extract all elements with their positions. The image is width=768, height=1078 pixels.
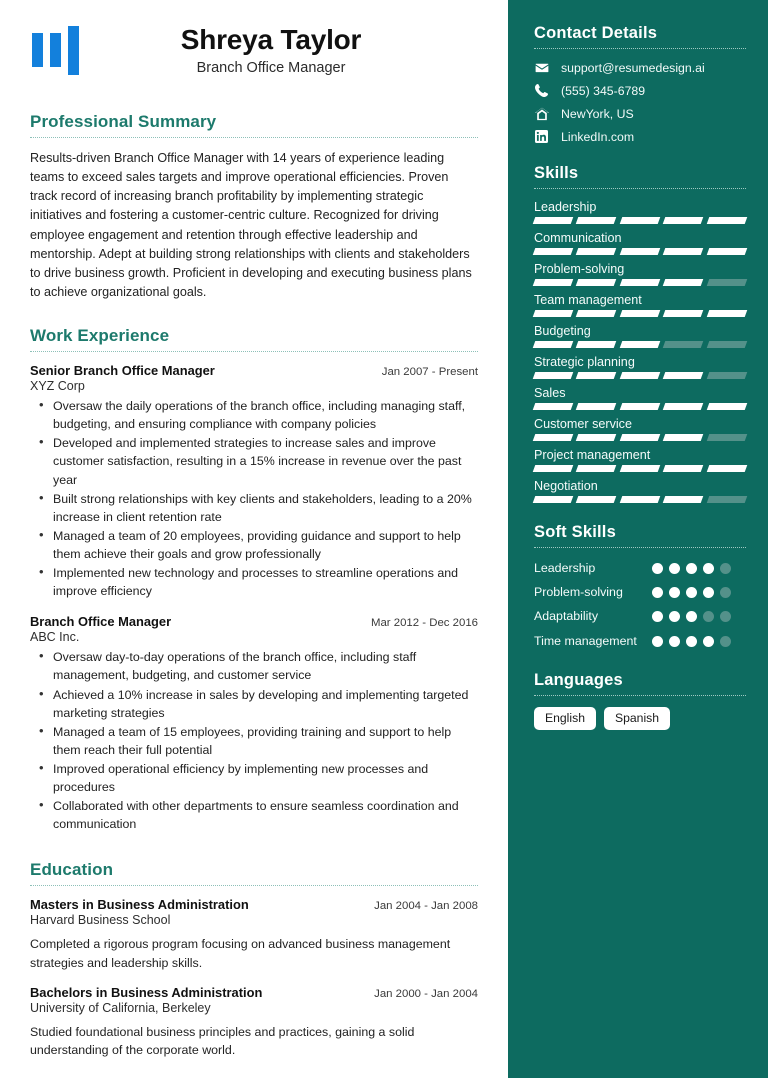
contact-divider: [534, 48, 746, 49]
skill-bar-segment: [576, 310, 617, 317]
job-bullet: • Achieved a 10% increase in sales by developing and implementing targeted marketing strategies: [30, 686, 478, 722]
education-entry: [30, 985, 478, 1060]
logo-bar-1: [32, 33, 43, 67]
education-school: Harvard Business School: [30, 913, 171, 928]
skill-bar-segment: [620, 372, 661, 379]
language-chip[interactable]: Spanish: [604, 707, 670, 730]
job-company: XYZ Corp: [30, 379, 85, 394]
job-date: Jan 2007 - Present: [381, 366, 478, 379]
soft-skill-dot: [686, 611, 697, 622]
skill-bar-segment: [663, 434, 704, 441]
education-header-row: [30, 985, 478, 1000]
soft-skill-dots: [652, 607, 734, 622]
skill-bar-segment: [706, 248, 747, 255]
soft-skill-dot: [703, 587, 714, 598]
skill-bar-segment: [706, 372, 747, 379]
contact-heading: Contact Details: [534, 24, 658, 42]
soft-skill-dot: [720, 563, 731, 574]
job-bullet: • Oversaw day-to-day operations of the branch office, including staff management, budgeting, and customer service: [30, 648, 478, 684]
skill-bar-segment: [663, 403, 704, 410]
soft-skill-name: Leadership: [534, 561, 596, 575]
contact-item[interactable]: [534, 60, 746, 75]
soft-skill-dot: [652, 636, 663, 647]
education-description: Studied foundational business principles and practices, gaining a solid understanding of the corporate world.: [30, 1024, 415, 1058]
skill-bar-segment: [533, 279, 574, 286]
language-chip[interactable]: English: [534, 707, 596, 730]
languages-divider: [534, 695, 746, 696]
education-degree: Bachelors in Business Administration: [30, 984, 263, 1000]
contact-value: (555) 345-6789: [561, 83, 646, 98]
education-entry: [30, 897, 478, 972]
soft-skill-row: [534, 607, 746, 626]
soft-skills-heading: Soft Skills: [534, 523, 616, 541]
soft-skill-dots: [652, 559, 734, 574]
soft-skill-dots: [652, 583, 734, 598]
education-header-row: [30, 897, 478, 912]
soft-skill-dot: [686, 563, 697, 574]
work-experience-section: [30, 326, 478, 833]
skill-bar-segment: [663, 372, 704, 379]
logo-bar-3: [68, 26, 79, 75]
skills-list: [534, 200, 746, 503]
education-degree: Masters in Business Administration: [30, 897, 249, 913]
skill-bar-segment: [576, 403, 617, 410]
job-title: Senior Branch Office Manager: [30, 363, 215, 379]
skill-bar-segment: [620, 217, 661, 224]
skill-name: Customer service: [534, 417, 632, 431]
skill-level-bars: [534, 279, 746, 286]
soft-skills-divider: [534, 547, 746, 548]
job-bullet-list: [30, 397, 478, 600]
skill-level-bars: [534, 248, 746, 255]
sidebar: [508, 0, 768, 1078]
soft-skill-dot: [703, 636, 714, 647]
skill-row: [534, 231, 746, 255]
contact-details-section: [534, 24, 746, 144]
soft-skill-dot: [669, 587, 680, 598]
contact-item[interactable]: [534, 83, 746, 98]
job-header-row: [30, 363, 478, 378]
soft-skill-dots: [652, 632, 734, 647]
skill-level-bars: [534, 465, 746, 472]
languages-list: [534, 707, 746, 730]
skill-name: Team management: [534, 293, 642, 307]
soft-skill-dot: [720, 611, 731, 622]
skills-section: [534, 164, 746, 503]
skill-bar-segment: [533, 217, 574, 224]
skill-bar-segment: [620, 310, 661, 317]
job-bullet: • Built strong relationships with key clients and stakeholders, leading to a 20% increase in client retention rate: [30, 490, 478, 526]
envelope-icon: [534, 60, 549, 75]
soft-skill-name: Time management: [534, 633, 637, 648]
job-bullet: • Collaborated with other departments to ensure seamless coordination and communication: [30, 797, 478, 833]
skills-divider: [534, 188, 746, 189]
job-title: Branch Office Manager: [30, 614, 172, 630]
candidate-name: Shreya Taylor: [180, 24, 362, 56]
skill-row: [534, 448, 746, 472]
skill-row: [534, 324, 746, 348]
soft-skill-dot: [720, 636, 731, 647]
contact-list: [534, 60, 746, 144]
skill-bar-segment: [576, 434, 617, 441]
soft-skills-section: [534, 523, 746, 651]
soft-skill-dot: [652, 611, 663, 622]
skill-row: [534, 386, 746, 410]
candidate-job-title: Branch Office Manager: [196, 59, 346, 76]
name-block: [112, 24, 478, 75]
skill-bar-segment: [620, 248, 661, 255]
skill-level-bars: [534, 403, 746, 410]
skill-bar-segment: [576, 217, 617, 224]
soft-skill-dot: [652, 587, 663, 598]
skill-bar-segment: [533, 310, 574, 317]
soft-skill-dot: [669, 611, 680, 622]
skill-bar-segment: [533, 403, 574, 410]
skill-bar-segment: [576, 465, 617, 472]
soft-skill-dot: [686, 636, 697, 647]
education-date: Jan 2004 - Jan 2008: [374, 900, 478, 913]
education-divider: [30, 885, 478, 886]
soft-skill-dot: [686, 587, 697, 598]
skill-bar-segment: [706, 310, 747, 317]
summary-heading: Professional Summary: [30, 112, 217, 131]
soft-skill-row: [534, 632, 746, 651]
languages-section: [534, 671, 746, 730]
job-date: Mar 2012 - Dec 2016: [370, 617, 478, 630]
job-entry: [30, 614, 478, 833]
skill-bar-segment: [620, 279, 661, 286]
skill-name: Project management: [534, 448, 651, 462]
skill-bar-segment: [706, 403, 747, 410]
skill-bar-segment: [663, 248, 704, 255]
job-bullet-list: [30, 648, 478, 833]
skill-row: [534, 262, 746, 286]
soft-skill-dot: [669, 636, 680, 647]
skill-name: Negotiation: [534, 479, 598, 493]
skill-row: [534, 417, 746, 441]
soft-skill-dot: [669, 563, 680, 574]
skill-bar-segment: [706, 341, 747, 348]
soft-skill-name: Adaptability: [534, 609, 599, 624]
skill-bar-segment: [533, 372, 574, 379]
home-icon: [534, 106, 549, 121]
skill-bar-segment: [620, 465, 661, 472]
skill-bar-segment: [706, 279, 747, 286]
job-bullet: • Developed and implemented strategies to increase sales and improve customer satisfaction, resulting in a 15% increase in revenue over the past year: [30, 434, 478, 488]
skill-bar-segment: [706, 217, 747, 224]
summary-divider: [30, 137, 478, 138]
linkedin-icon: [534, 129, 549, 144]
job-bullet: • Managed a team of 20 employees, providing guidance and support to help them achieve their goals and grow professionally: [30, 527, 478, 563]
skill-level-bars: [534, 496, 746, 503]
skill-level-bars: [534, 341, 746, 348]
jobs-list: [30, 363, 478, 833]
skill-name: Strategic planning: [534, 355, 635, 369]
education-section: [30, 860, 478, 1059]
skill-bar-segment: [576, 341, 617, 348]
skill-bar-segment: [576, 496, 617, 503]
skill-bar-segment: [620, 434, 661, 441]
skill-bar-segment: [533, 434, 574, 441]
skill-bar-segment: [533, 341, 574, 348]
skill-bar-segment: [663, 496, 704, 503]
skill-bar-segment: [706, 496, 747, 503]
job-header-row: [30, 614, 478, 629]
soft-skill-row: [534, 583, 746, 602]
contact-value: NewYork, US: [561, 106, 634, 121]
spacer: [30, 847, 478, 860]
skill-name: Sales: [534, 386, 566, 400]
skill-bar-segment: [663, 465, 704, 472]
soft-skill-name: Problem-solving: [534, 585, 623, 600]
job-bullet: • Implemented new technology and processes to streamline operations and improve efficiency: [30, 564, 478, 600]
education-date: Jan 2000 - Jan 2004: [374, 987, 478, 1000]
skill-bar-segment: [533, 248, 574, 255]
skill-row: [534, 293, 746, 317]
skill-level-bars: [534, 217, 746, 224]
skill-level-bars: [534, 310, 746, 317]
skill-bar-segment: [533, 496, 574, 503]
skill-level-bars: [534, 434, 746, 441]
work-heading: Work Experience: [30, 326, 170, 346]
skill-bar-segment: [706, 434, 747, 441]
job-bullet: • Oversaw the daily operations of the branch office, including managing staff, budgeting, and ensuring compliance with company policies: [30, 397, 478, 433]
skills-heading: Skills: [534, 164, 579, 182]
skill-bar-segment: [576, 372, 617, 379]
contact-value: LinkedIn.com: [561, 129, 635, 144]
soft-skill-dot: [703, 563, 714, 574]
contact-item[interactable]: [534, 106, 746, 121]
skill-bar-segment: [663, 341, 704, 348]
summary-text: Results-driven Branch Office Manager with 14 years of experience leading teams to exceed sales targets and improve operational efficiencies. Proven track record of increasing branch profitability by implementing strategic initiatives and fostering a customer-centric culture. Recognized for driving employee engagement and retention through effective leadership and mentorship. Adept at building strong relationships with clients and stakeholders to drive business growth. Proficient in developing and executing business plans to achieve organizational goals.: [30, 151, 472, 299]
skill-bar-segment: [663, 279, 704, 286]
job-entry: [30, 363, 478, 600]
job-bullet: • Improved operational efficiency by implementing new processes and procedures: [30, 760, 478, 796]
education-heading: Education: [30, 860, 114, 880]
languages-heading: Languages: [534, 670, 623, 689]
skill-level-bars: [534, 372, 746, 379]
professional-summary-section: [30, 112, 478, 302]
soft-skill-dot: [703, 611, 714, 622]
skill-bar-segment: [576, 279, 617, 286]
resume-header: [30, 22, 478, 78]
soft-skill-dot: [652, 563, 663, 574]
education-school: University of California, Berkeley: [30, 1000, 211, 1015]
three-bars-logo: [32, 22, 94, 78]
skill-name: Problem-solving: [534, 262, 625, 276]
phone-icon: [534, 83, 549, 98]
skill-bar-segment: [663, 217, 704, 224]
soft-skills-list: [534, 559, 746, 651]
skill-bar-segment: [533, 465, 574, 472]
skill-name: Leadership: [534, 200, 597, 214]
skill-bar-segment: [706, 465, 747, 472]
skill-bar-segment: [620, 403, 661, 410]
skill-row: [534, 479, 746, 503]
skill-bar-segment: [620, 496, 661, 503]
job-bullet: • Managed a team of 15 employees, providing training and support to help them reach their full potential: [30, 723, 478, 759]
skill-name: Communication: [534, 231, 622, 245]
contact-item[interactable]: [534, 129, 746, 144]
skill-row: [534, 200, 746, 224]
contact-value: support@resumedesign.ai: [561, 60, 705, 75]
skill-bar-segment: [663, 310, 704, 317]
job-company: ABC Inc.: [30, 630, 80, 645]
logo-bar-2: [50, 33, 61, 67]
skill-name: Budgeting: [534, 324, 591, 338]
spacer: [30, 306, 478, 326]
soft-skill-dot: [720, 587, 731, 598]
skill-row: [534, 355, 746, 379]
education-list: [30, 897, 478, 1059]
skill-bar-segment: [620, 341, 661, 348]
soft-skill-row: [534, 559, 746, 578]
work-divider: [30, 351, 478, 352]
skill-bar-segment: [576, 248, 617, 255]
education-description: Completed a rigorous program focusing on advanced business management strategies and leadership skills.: [30, 937, 451, 971]
